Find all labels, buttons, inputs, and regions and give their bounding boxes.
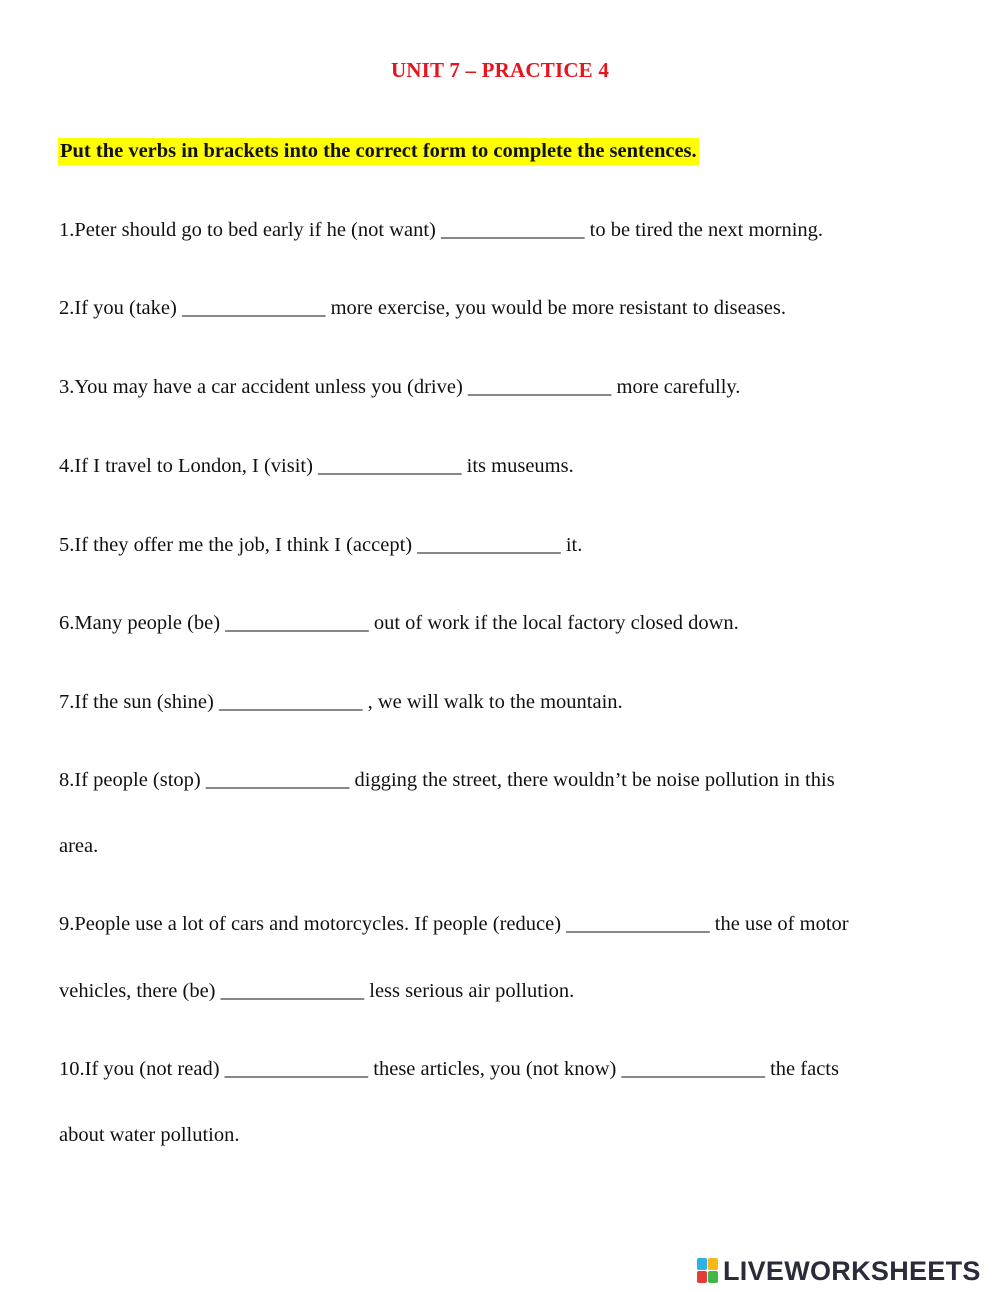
worksheet-title: UNIT 7 – PRACTICE 4 [390, 58, 610, 82]
question-9-line-1: 9.People use a lot of cars and motorcycles. If people (reduce) ______________ the use of motor [59, 913, 849, 935]
question-4: 4.If I travel to London, I (visit) ______________ its museums. [59, 455, 574, 477]
question-2: 2.If you (take) ______________ more exercise, you would be more resistant to diseases. [59, 297, 786, 319]
question-6: 6.Many people (be) ______________ out of work if the local factory closed down. [59, 612, 739, 634]
question-5: 5.If they offer me the job, I think I (accept) ______________ it. [59, 534, 583, 556]
question-7: 7.If the sun (shine) ______________ , we will walk to the mountain. [59, 691, 623, 713]
question-10-line-1: 10.If you (not read) ______________ these articles, you (not know) ______________ the facts [59, 1058, 839, 1080]
question-8-line-2: area. [59, 835, 99, 857]
question-10-line-2: about water pollution. [59, 1124, 240, 1146]
logo-block-icon [708, 1258, 718, 1270]
logo-block-icon [697, 1258, 707, 1270]
logo-block-icon [708, 1271, 718, 1283]
question-8-line-1: 8.If people (stop) ______________ digging the street, there wouldn’t be noise pollution in this [59, 769, 835, 791]
question-3: 3.You may have a car accident unless you (drive) ______________ more carefully. [59, 376, 741, 398]
liveworksheets-logo [697, 1256, 981, 1286]
logo-blocks-icon [697, 1258, 719, 1284]
question-1: 1.Peter should go to bed early if he (not want) ______________ to be tired the next morning. [59, 219, 824, 241]
logo-text: LIVEWORKSHEETS [723, 1255, 981, 1286]
logo-block-icon [697, 1271, 707, 1283]
instruction-text: Put the verbs in brackets into the correct form to complete the sentences. [58, 138, 699, 165]
question-9-line-2: vehicles, there (be) ______________ less serious air pollution. [59, 980, 575, 1002]
